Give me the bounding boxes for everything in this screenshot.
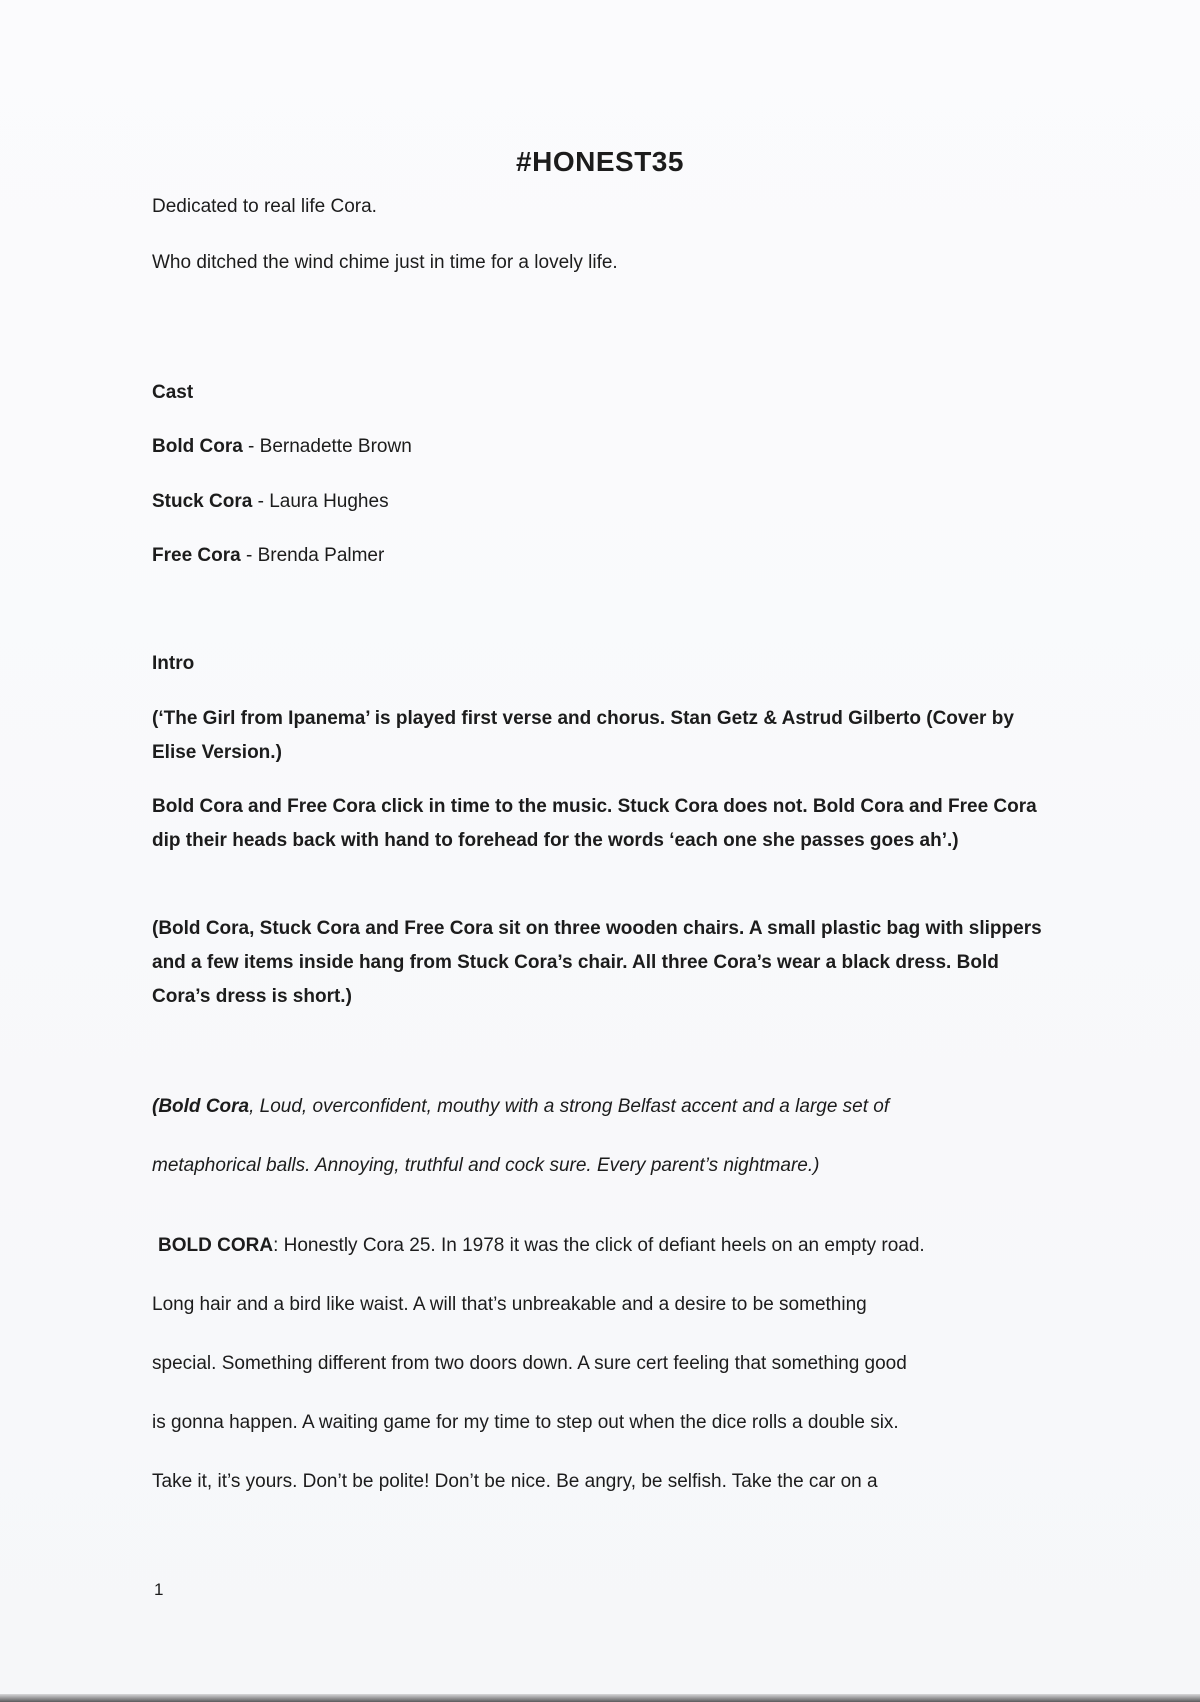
- cast-heading: Cast: [152, 382, 194, 403]
- character-note-line-2: metaphorical balls. Annoying, truthful and cock sure. Every parent’s nightmare.): [152, 1155, 820, 1176]
- cast-member-free-cora: [152, 545, 1052, 567]
- cast-member-bold-cora: [152, 436, 1052, 458]
- dialogue-line-3: special. Something different from two doors down. A sure cert feeling that something good: [152, 1353, 907, 1374]
- scan-bottom-edge: [0, 1694, 1200, 1702]
- cast-role: Stuck Cora: [152, 491, 253, 512]
- dialogue-line-5: Take it, it’s yours. Don’t be polite! Don’t be nice. Be angry, be selfish. Take the car on a: [152, 1471, 878, 1492]
- dialogue-line-2: Long hair and a bird like waist. A will that’s unbreakable and a desire to be something: [152, 1294, 867, 1315]
- dialogue-text: : Honestly Cora 25. In 1978 it was the click of defiant heels on an empty road.: [273, 1235, 925, 1256]
- cast-actor: Laura Hughes: [269, 491, 389, 512]
- cast-separator: -: [240, 545, 258, 566]
- character-note-text: , Loud, overconfident, mouthy with a strong Belfast accent and a large set of: [249, 1096, 890, 1117]
- cast-actor: Brenda Palmer: [257, 545, 385, 566]
- page-number: 1: [154, 1580, 164, 1599]
- character-note-line-1: [152, 1096, 1072, 1118]
- cast-actor: Bernadette Brown: [259, 436, 412, 457]
- dialogue-line-4: is gonna happen. A waiting game for my time to step out when the dice rolls a double six.: [152, 1412, 899, 1433]
- dialogue-line-1: [158, 1235, 1078, 1257]
- intro-heading: Intro: [152, 653, 195, 674]
- cast-role: Bold Cora: [152, 436, 243, 457]
- dedication-line-1: Dedicated to real life Cora.: [152, 196, 377, 217]
- cast-separator: -: [242, 436, 260, 457]
- character-name: (Bold Cora: [152, 1096, 250, 1117]
- cast-separator: -: [252, 491, 270, 512]
- stage-direction-3: (Bold Cora, Stuck Cora and Free Cora sit on three wooden chairs. A small plastic bag with slippers and a few items inside hang from Stuck Cora’s chair. All three Cora’s wear a black dress. Bold Cora’s dress is short.): [152, 918, 1042, 1007]
- speaker-name: BOLD CORA: [158, 1235, 274, 1256]
- dedication-line-2: Who ditched the wind chime just in time for a lovely life.: [152, 252, 618, 273]
- page-title: #HONEST35: [516, 146, 684, 177]
- stage-direction-1: (‘The Girl from Ipanema’ is played first verse and chorus. Stan Getz & Astrud Gilberto (Cover by Elise Version.): [152, 708, 1014, 763]
- stage-direction-2: Bold Cora and Free Cora click in time to the music. Stuck Cora does not. Bold Cora and Free Cora dip their heads back with hand to forehead for the words ‘each one she passes goes ah’.): [152, 796, 1037, 851]
- cast-member-stuck-cora: [152, 491, 1052, 513]
- cast-role: Free Cora: [152, 545, 241, 566]
